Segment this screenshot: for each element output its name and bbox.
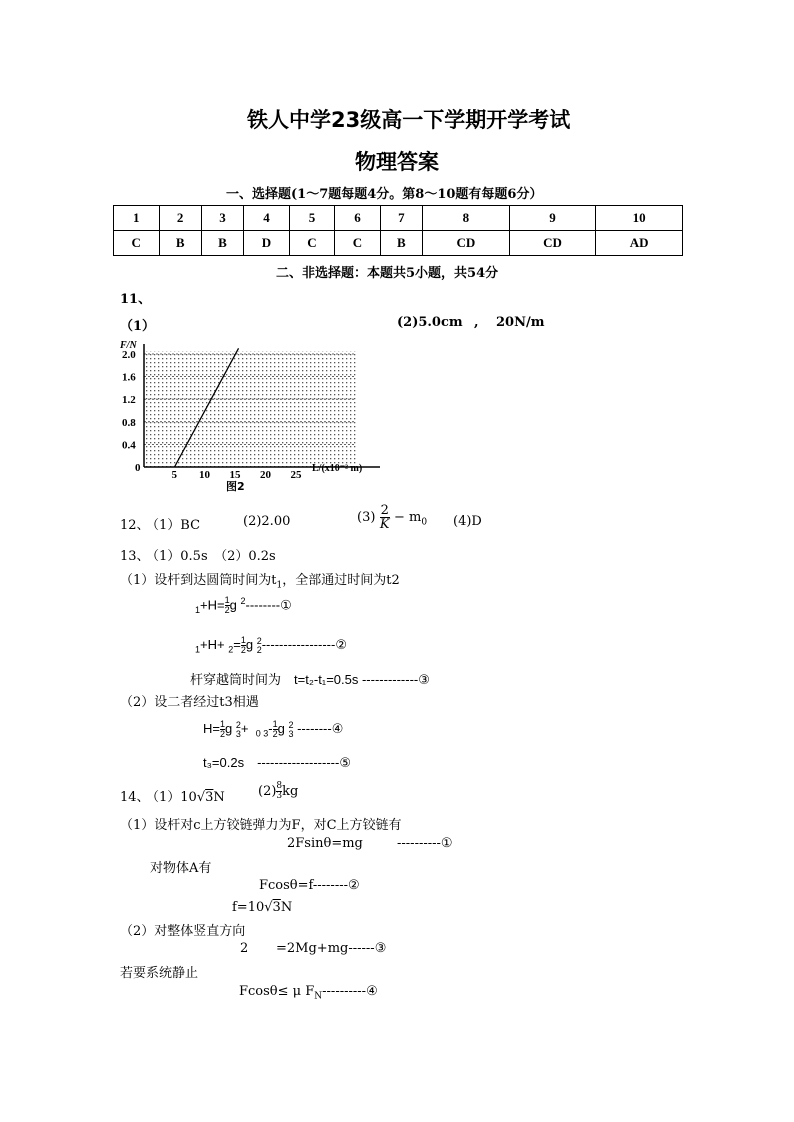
q12-part3-sub: 0 xyxy=(421,517,428,528)
y-tick-label: 2.0 xyxy=(122,349,136,361)
x-tick-label: 10 xyxy=(199,469,210,481)
q13-eq1 xyxy=(195,596,292,615)
answer-cell: CD xyxy=(423,231,510,256)
q14-eq1: 2Fsinθ=mg xyxy=(287,836,363,851)
q14-eq4-a: 2 xyxy=(240,941,249,956)
q11-label: 11、 xyxy=(120,292,152,307)
force-length-graph xyxy=(118,338,393,498)
answer-cell: C xyxy=(335,231,381,256)
q14-eq4-b: =2Mg+mg------③ xyxy=(276,941,387,956)
question-number-cell: 5 xyxy=(289,206,335,231)
question-number-cell: 6 xyxy=(335,206,381,231)
answer-cell: C xyxy=(289,231,335,256)
q13-answers: （1）0.5s （2）0.2s xyxy=(146,549,276,564)
q13-eq2-exp: 2 xyxy=(256,635,262,646)
half-den: 2 xyxy=(219,729,225,739)
q13-eq2-eq: = xyxy=(233,636,241,652)
q14-label: 14、 xyxy=(120,790,150,805)
q11-part2: (2)5.0cm xyxy=(397,315,463,330)
q13-eq1-exp: 2 xyxy=(240,596,246,606)
q14-part2 xyxy=(258,782,298,801)
answer-table xyxy=(113,205,683,256)
q14-part2-den: 3 xyxy=(276,791,283,801)
half-den: 2 xyxy=(272,729,278,739)
x-tick-label: 15 xyxy=(229,469,241,481)
q14-eq1-tail: ----------① xyxy=(397,836,453,851)
question-number-cell: 9 xyxy=(509,206,596,231)
q13-eq2-pre: 1 xyxy=(195,644,201,655)
q12-label: 12、 xyxy=(120,518,150,533)
q13-eq1-tail: --------① xyxy=(245,597,292,613)
y-tick-label: 0.4 xyxy=(122,439,136,452)
section1-heading: 一、选择题(1～7题每题4分。第8～10题有每题6分） xyxy=(226,187,543,202)
answer-cell: AD xyxy=(596,231,683,256)
q14-part2-num: 8 xyxy=(276,781,283,791)
sqrt-icon: √ xyxy=(196,790,206,805)
question-number-cell: 10 xyxy=(596,206,683,231)
q14-eq5-tail: ----------④ xyxy=(322,984,378,999)
q11-comma: , xyxy=(474,315,479,330)
q13-line1-tail: ，全部通过时间为t2 xyxy=(282,573,400,588)
q14-eq5-sub: N xyxy=(314,991,323,1002)
half-den: 2 xyxy=(240,645,246,655)
y-tick-label: 1.6 xyxy=(122,371,136,384)
q13-eq5: t₃=0.2s -------------------⑤ xyxy=(203,755,351,770)
q14-part1-pre: （1）10 xyxy=(146,790,197,805)
question-number-cell: 7 xyxy=(380,206,422,231)
y-tick-label: 1.2 xyxy=(122,394,136,407)
x-tick-label: 5 xyxy=(171,469,177,481)
question-number-cell: 4 xyxy=(244,206,290,231)
y-tick-label: 0.8 xyxy=(122,416,136,429)
q13-eq4 xyxy=(203,720,343,739)
q14-eq5 xyxy=(239,984,378,1002)
q13-eq1-mid: +H= xyxy=(200,597,225,613)
q12-part1: （1）BC xyxy=(146,518,201,533)
q14-eq3-root: 3 xyxy=(272,900,281,915)
q13-eq4-g2: g xyxy=(277,720,285,736)
school-title: 铁人中学23级高一下学期开学考试 xyxy=(247,108,571,132)
q14-eq3-pre: f=10 xyxy=(232,900,265,915)
question-number-cell: 1 xyxy=(114,206,160,231)
question-number-cell: 3 xyxy=(201,206,243,231)
answer-cell: D xyxy=(244,231,290,256)
answer-cell: B xyxy=(159,231,201,256)
q13-eq2-mid: +H+ xyxy=(200,636,225,652)
half-num: 1 xyxy=(219,719,225,729)
q13-eq4-plus: + xyxy=(240,720,249,736)
q14-line4: 若要系统静止 xyxy=(120,966,199,981)
answer-letter-row xyxy=(114,231,683,256)
q13-eq4-tail: --------④ xyxy=(297,720,344,736)
q11-part1: （1） xyxy=(120,319,156,334)
q13-eq2 xyxy=(195,636,347,655)
q13-eq2-expsub: 2 xyxy=(256,644,262,655)
graph-grid-area xyxy=(144,351,356,467)
sqrt-icon: √ xyxy=(264,900,273,915)
q13-eq4-h: H= xyxy=(203,720,220,736)
answer-cell: B xyxy=(380,231,422,256)
q14-eq5-pre: Fcosθ≤ μ F xyxy=(239,984,315,999)
q13-eq2-tail: -----------------② xyxy=(261,636,347,652)
answer-cell: B xyxy=(201,231,243,256)
answer-number-row xyxy=(114,206,683,231)
q14-part2-pre: (2) xyxy=(258,784,277,799)
q12-fraction-num: 2 xyxy=(380,503,389,518)
half-num: 1 xyxy=(272,719,278,729)
q14-line1: （1）设杆对c上方铰链弹力为F，对C上方铰链有 xyxy=(120,818,402,833)
answer-cell: CD xyxy=(509,231,596,256)
q14-eq3 xyxy=(232,900,292,915)
q13-eq4-g: g xyxy=(225,720,233,736)
x-tick-label: 25 xyxy=(290,469,302,481)
q13-eq4-exp: 2 xyxy=(235,719,241,730)
q12-part4: (4)D xyxy=(453,514,482,529)
q12-part2: (2)2.00 xyxy=(243,514,291,529)
q13-label: 13、 xyxy=(120,549,150,564)
answer-cell: C xyxy=(114,231,160,256)
y-tick-label: 0 xyxy=(135,462,141,474)
q12-fraction xyxy=(380,504,390,531)
q13-line2: （2）设二者经过t3相遇 xyxy=(120,695,259,710)
question-number-cell: 2 xyxy=(159,206,201,231)
q14-part1-root: 3 xyxy=(205,790,214,805)
half-num: 1 xyxy=(240,635,246,645)
q13-line1-sub: 1 xyxy=(276,580,283,591)
q14-part2-unit: kg xyxy=(282,784,299,799)
graph-caption: 图2 xyxy=(226,480,245,493)
section2-heading: 二、非选择题：本题共5小题，共54分 xyxy=(276,266,499,281)
q13-eq4-pow2 xyxy=(288,721,293,739)
q13-eq2-sub: 2 xyxy=(228,644,234,655)
q13-line1-text: （1）设杆到达圆筒时间为t xyxy=(120,573,277,588)
q13-eq4-mid: 0 3 xyxy=(255,728,269,739)
q12-part3-prefix: (3) xyxy=(357,510,376,525)
x-tick-label: 20 xyxy=(260,469,271,481)
q13-eq4-minus: - xyxy=(268,720,273,736)
q13-eq1-g: g xyxy=(229,597,237,613)
q12-fraction-den: K xyxy=(379,517,390,532)
x-axis-label: L/(x10⁻² m) xyxy=(312,463,363,474)
q14-part1-unit: N xyxy=(213,790,225,805)
half-num: 1 xyxy=(224,595,230,606)
q13-eq1-pre: 1 xyxy=(195,604,201,615)
q13-eq2-g: g xyxy=(245,636,254,652)
subject-title: 物理答案 xyxy=(355,150,439,174)
q11-spring-constant: 20N/m xyxy=(496,315,545,330)
y-axis-label: F/N xyxy=(120,340,137,351)
q13-eq3: 杆穿越筒时间为 t=t₂-t₁=0.5s -------------③ xyxy=(190,672,430,687)
q14-part1 xyxy=(146,786,225,805)
q13-eq4-expsub: 3 xyxy=(235,728,241,739)
q13-eq4-exp2: 2 xyxy=(288,719,294,730)
q13-eq4-expsub2: 3 xyxy=(288,728,294,739)
q12-part3-suffix: − m xyxy=(393,510,422,525)
q14-line2: 对物体A有 xyxy=(150,861,212,876)
q13-line1 xyxy=(120,569,400,591)
q14-eq2: Fcosθ=f--------② xyxy=(259,878,360,893)
q12-part3 xyxy=(357,504,427,531)
q14-eq3-unit: N xyxy=(280,900,293,915)
half-den: 2 xyxy=(224,605,230,616)
question-number-cell: 8 xyxy=(423,206,510,231)
q14-line3: （2）对整体竖直方向 xyxy=(120,924,246,939)
